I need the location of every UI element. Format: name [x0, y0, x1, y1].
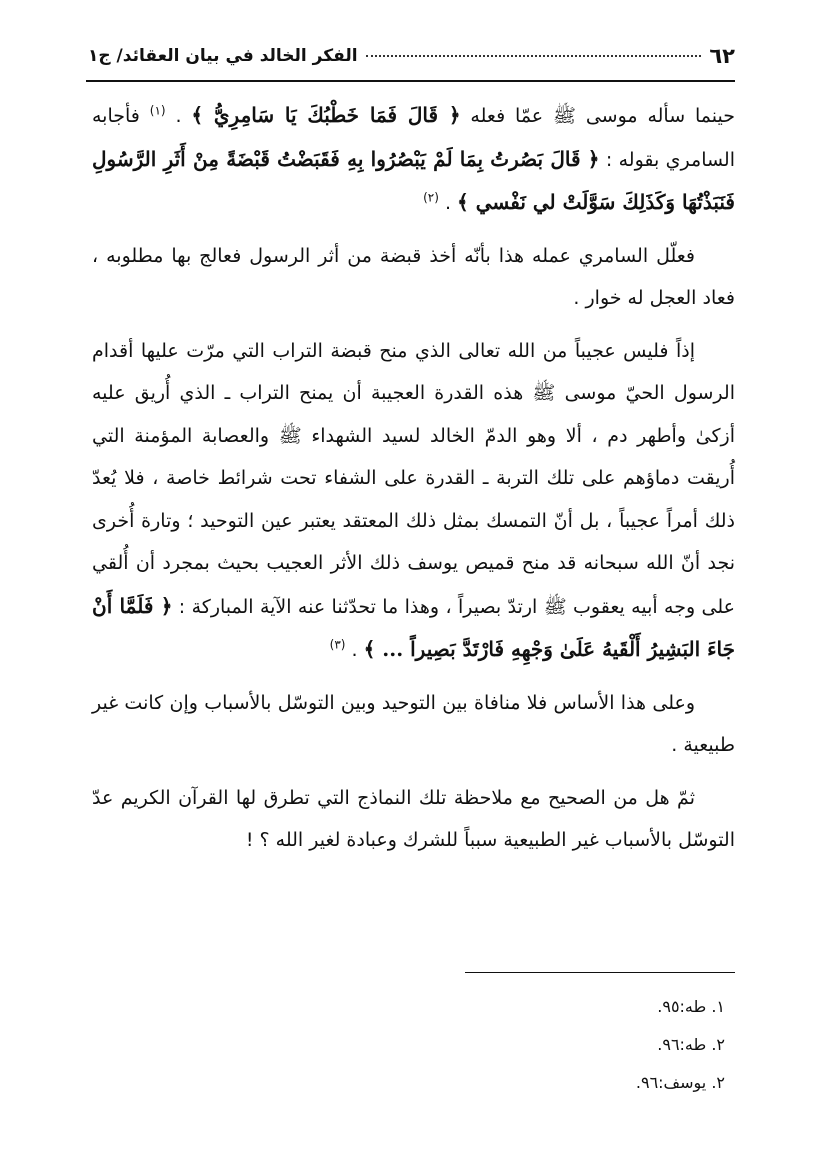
footnote-1: ١. طه:٩٥. — [657, 997, 725, 1016]
text-run: . — [345, 639, 364, 661]
paragraph — [92, 94, 735, 225]
quran-verse: ﴿ قَالَ بَصُرتُ بِمَا لَمْ يَبْصُرُوا بِهِ فَقَبَضْتُ قَبْضَةً مِنْ أَثَرِ الرَّسُولِ فَنَبَذْتُهَا وَكَذَلِكَ سَوَّلَتْ لي نَفْسي ﴾ — [92, 146, 735, 214]
footnote-ref: (٢) — [423, 190, 439, 205]
paragraph — [92, 235, 735, 320]
footnote-3: ٢. يوسف:٩٦. — [635, 1073, 725, 1092]
text-run: . — [165, 105, 192, 127]
quran-verse: ﴿ قَالَ فَمَا خَطْبُكَ يَا سَامِرِيُّ ﴾ — [191, 103, 461, 127]
paragraph — [92, 330, 735, 672]
footnote-ref: (٣) — [329, 637, 346, 652]
quran-verse: ﴿ فَلَمَّا أَنْ جَاءَ البَشِيرُ أَلْقَيهُ عَلَىٰ وَجْهِهِ فَارْتَدَّ بَصِيراً ... ﴾ — [92, 593, 735, 661]
header-dotted-leader — [366, 55, 702, 57]
page-number: ٦٢ — [709, 44, 735, 68]
text-run: إذاً فليس عجيباً من الله تعالى الذي منح قبضة التراب التي مرّت عليها أقدام الرسول الحيّ موسى ﷺ هذه القدرة العجيبة أن يمنح التراب ـ الذي أُريق عليه أزكىٰ وأطهر دم ، ألا وهو الدمّ الخالد لسيد الشهداء ﷺ والعصابة المؤمنة التي أُريقت دماؤهم على تلك التربة ـ القدرة على الشفاء تحت شرائط خاصة ، فلا يُعدّ ذلك أمراً عجيباً ، بل أنّ التمسك بمثل ذلك المعتقد يعتبر عين التوحيد ؛ وتارة أُخرى نجد أنّ الله سبحانه قد منح قميص يوسف ذلك الأثر العجيب بحيث بمجرد أن أُلقي على وجه أبيه يعقوب ﷺ ارتدّ بصيراً ، وهذا ما تحدّثنا عنه الآية المباركة : — [92, 339, 735, 618]
text-run: ثمّ هل من الصحيح مع ملاحظة تلك النماذج التي تطرق لها القرآن الكريم عدّ التوسّل بالأسباب غير الطبيعية سبباً للشرك وعبادة لغير الله ؟ ! — [92, 786, 735, 851]
text-run: فأجابه السامري بقوله : — [92, 105, 736, 171]
footnote-2: ٢. طه:٩٦. — [657, 1035, 725, 1054]
footnotes — [425, 988, 725, 1102]
text-run: . — [438, 192, 458, 214]
paragraph — [92, 777, 735, 862]
text-run: حينما سأله موسى ﷺ عمّا فعله — [460, 105, 735, 127]
footnote-ref: (١) — [149, 103, 166, 118]
text-run: فعلّل السامري عمله هذا بأنّه أخذ قبضة من أثر الرسول فعالج بها مطلوبه ، فعاد العجل له خوار . — [92, 244, 735, 309]
page-header — [88, 36, 735, 76]
footnote-separator — [465, 972, 735, 973]
main-text — [92, 94, 735, 872]
running-title: الفكر الخالد في بيان العقائد/ ج١ — [88, 46, 358, 66]
text-run: وعلى هذا الأساس فلا منافاة بين التوحيد وبين التوسّل بالأسباب وإن كانت غير طبيعية . — [92, 691, 735, 756]
paragraph — [92, 682, 735, 767]
header-rule — [86, 80, 735, 82]
